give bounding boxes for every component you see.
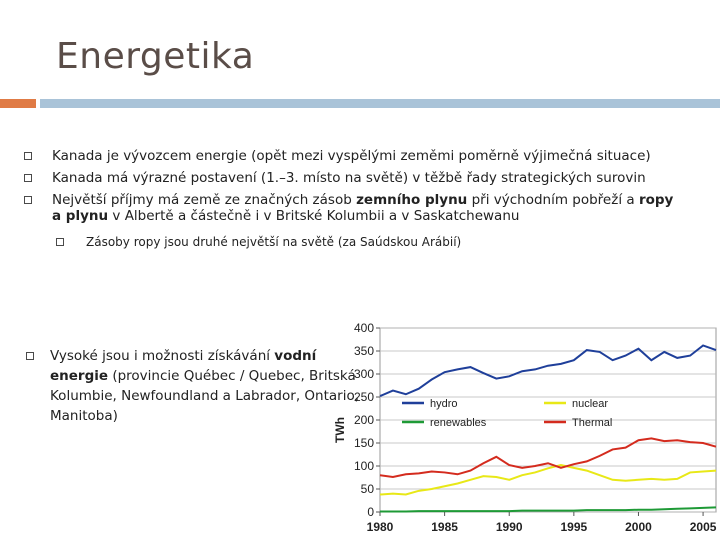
x-tick-label: 1990 — [495, 520, 523, 534]
bullet-text-post: (provincie Québec / Quebec, Britská Kolumbie, Newfoundland a Labrador, Ontario, Manitoba) — [50, 368, 359, 424]
title-accent-bar-orange — [0, 99, 36, 108]
x-tick-label: 2005 — [689, 520, 717, 534]
y-tick-label: 150 — [353, 436, 374, 450]
bullet-list — [24, 148, 684, 256]
y-tick-label: 0 — [367, 505, 374, 519]
bullet-text-bold-oil: ropy a plynu — [52, 192, 674, 224]
x-tick-label: 2000 — [625, 520, 652, 534]
y-tick-label: 350 — [353, 344, 374, 358]
y-tick-label: 100 — [353, 459, 374, 473]
energy-production-chart — [330, 316, 720, 540]
bullet-text: Kanada má výrazné postavení (1.–3. místo na světě) v těžbě řady strategických surovin — [52, 170, 646, 186]
bullet-item — [24, 148, 684, 164]
bullet-text: Kanada je vývozcem energie (opět mezi vyspělými zeměmi poměrně výjimečná situace) — [52, 148, 651, 164]
square-bullet-icon — [24, 152, 32, 160]
chart-svg — [330, 316, 720, 540]
slide-title: Energetika — [56, 36, 255, 77]
y-tick-label: 300 — [353, 367, 374, 381]
bullet-text-post: v Albertě a částečně i v Britské Kolumbii a v Saskatchewanu — [108, 208, 520, 224]
title-accent-bar-blue — [40, 99, 720, 108]
sub-bullet-text: Zásoby ropy jsou druhé největší na světě (za Saúdskou Arábií) — [86, 235, 462, 249]
bullet-item-hydro — [24, 346, 360, 426]
bullet-text-pre: Vysoké jsou i možnosti získávání — [50, 348, 275, 364]
y-tick-label: 200 — [353, 413, 374, 427]
legend-label-thermal: Thermal — [572, 417, 613, 429]
bullet-text-pre: Největší příjmy má země ze značných zásob — [52, 192, 357, 208]
y-tick-label: 50 — [360, 482, 374, 496]
legend-label-nuclear: nuclear — [572, 398, 609, 410]
bullet-text-bold-gas: zemního plynu — [356, 192, 468, 208]
x-tick-label: 1985 — [431, 520, 458, 534]
sub-bullet-item — [24, 234, 684, 250]
bullet-item — [24, 192, 684, 224]
legend-label-renewables: renewables — [430, 417, 487, 429]
legend-label-hydro: hydro — [430, 398, 458, 410]
y-tick-label: 400 — [353, 321, 374, 335]
bullet-text-mid: při východním pobřeží a — [467, 192, 639, 208]
bullet-text-bold-hydro: vodní energie — [50, 348, 317, 384]
y-axis-label: TWh — [333, 417, 347, 443]
square-bullet-icon — [26, 352, 34, 360]
x-tick-label: 1995 — [560, 520, 588, 534]
square-bullet-icon — [24, 196, 32, 204]
x-tick-label: 1980 — [366, 520, 394, 534]
bullet-item — [24, 170, 684, 186]
square-bullet-icon — [56, 238, 64, 246]
square-bullet-icon — [24, 174, 32, 182]
y-tick-label: 250 — [353, 390, 374, 404]
